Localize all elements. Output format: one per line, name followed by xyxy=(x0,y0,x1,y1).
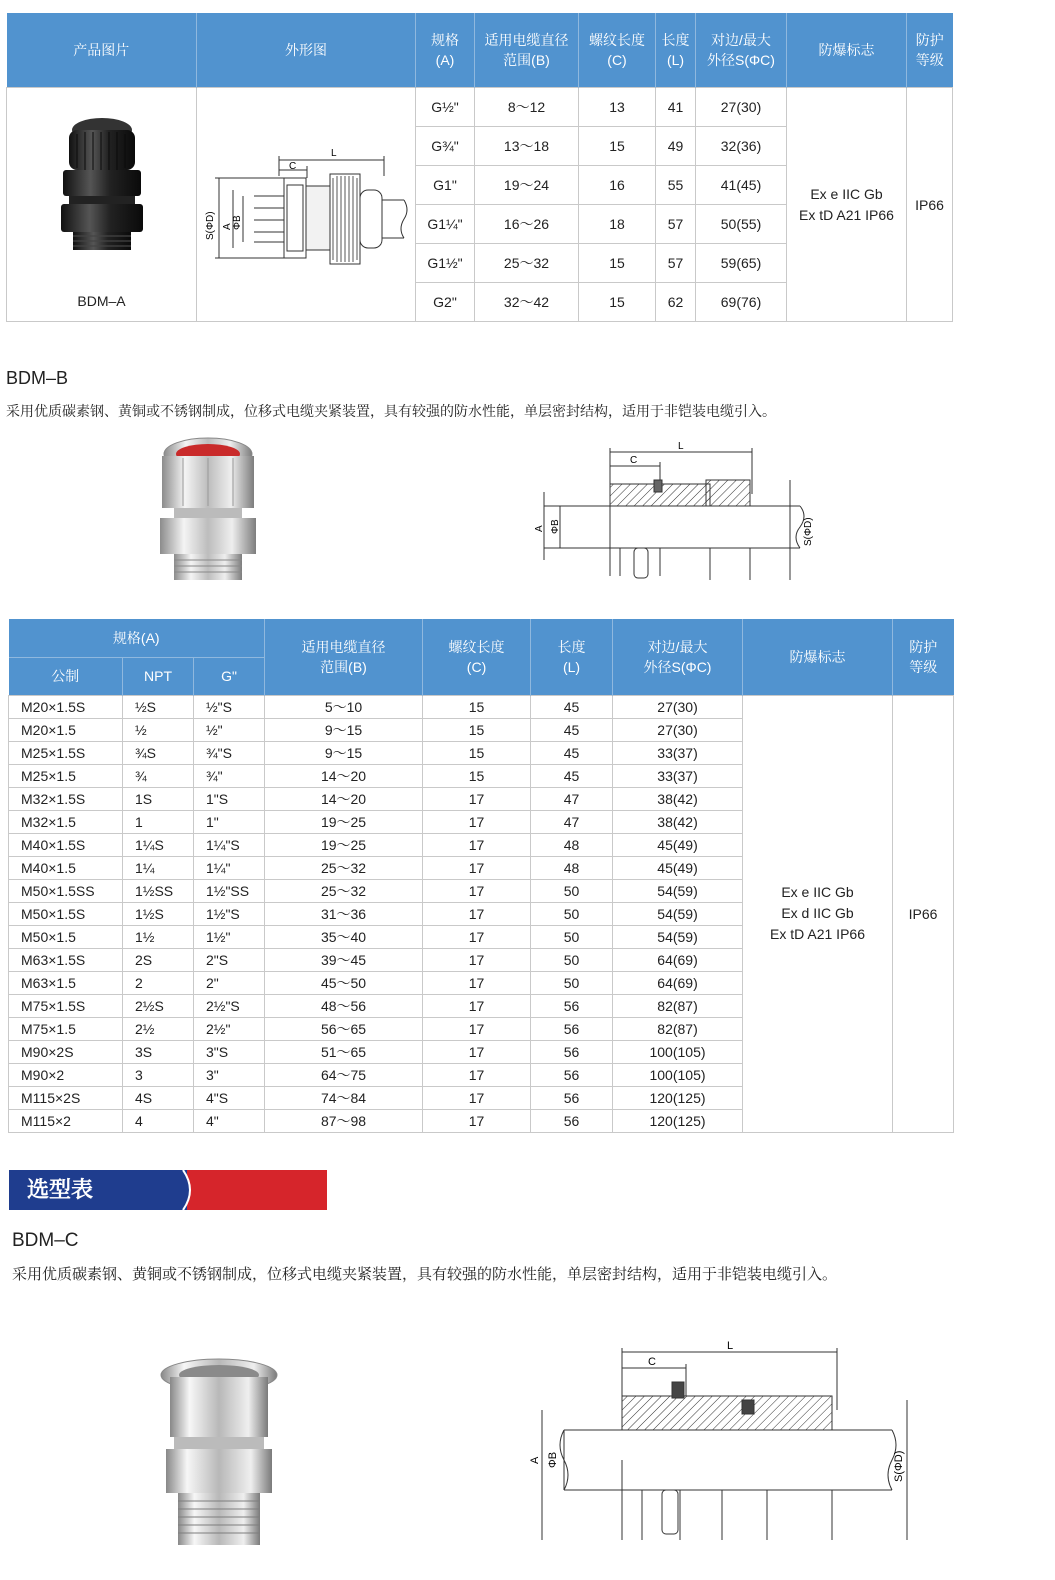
outline-label-l: L xyxy=(330,147,337,159)
header-length: 长度 (L) xyxy=(656,13,696,88)
bdm-a-product-photo xyxy=(47,108,157,268)
header-length: 长度 (L) xyxy=(531,619,613,695)
thread-cell: 17 xyxy=(423,948,531,971)
af-cell: 27(30) xyxy=(613,718,743,741)
npt-cell: 2½S xyxy=(123,994,194,1017)
thread-cell: 17 xyxy=(423,879,531,902)
cable-cell: 39～45 xyxy=(265,948,423,971)
af-cell: 120(125) xyxy=(613,1086,743,1109)
npt-cell: 1½ xyxy=(123,925,194,948)
thread-cell: 15 xyxy=(423,741,531,764)
thread-cell: 17 xyxy=(423,994,531,1017)
npt-cell: 2S xyxy=(123,948,194,971)
length-cell: 56 xyxy=(531,1040,613,1063)
metric-cell: M115×2 xyxy=(9,1109,123,1132)
banner-red-block xyxy=(187,1170,327,1210)
af-cell: 33(37) xyxy=(613,764,743,787)
length-cell: 57 xyxy=(656,244,696,283)
thread-cell: 15 xyxy=(579,283,656,322)
g-cell: ½" xyxy=(194,718,265,741)
cable-cell: 5～10 xyxy=(265,695,423,718)
af-cell: 33(37) xyxy=(613,741,743,764)
cable-cell: 32～42 xyxy=(475,283,579,322)
thread-cell: 17 xyxy=(423,1063,531,1086)
g-cell: 1" xyxy=(194,810,265,833)
spec-cell: G1¼" xyxy=(416,205,475,244)
header-spec: 规格(A) xyxy=(9,619,265,657)
g-cell: ¾" xyxy=(194,764,265,787)
product-photo-cell xyxy=(7,88,197,322)
length-cell: 48 xyxy=(531,856,613,879)
bdm-c-product-photo xyxy=(152,1355,287,1550)
af-cell: 82(87) xyxy=(613,1017,743,1040)
cable-cell: 14～20 xyxy=(265,787,423,810)
outline-label-a: A xyxy=(221,222,233,230)
cable-cell: 9～15 xyxy=(265,718,423,741)
header-photo: 产品图片 xyxy=(7,13,197,88)
bdm-b-label-a: A xyxy=(534,525,545,532)
thread-cell: 16 xyxy=(579,166,656,205)
header-ip: 防护 等级 xyxy=(907,13,953,88)
length-cell: 62 xyxy=(656,283,696,322)
header-metric: 公制 xyxy=(9,657,123,695)
spec-cell: G½" xyxy=(416,88,475,127)
header-thread-length: 螺纹长度 (C) xyxy=(423,619,531,695)
cable-cell: 19～25 xyxy=(265,810,423,833)
selection-title: 选型表 xyxy=(9,1170,187,1210)
thread-cell: 13 xyxy=(579,88,656,127)
thread-cell: 17 xyxy=(423,925,531,948)
length-cell: 45 xyxy=(531,695,613,718)
thread-cell: 17 xyxy=(423,1040,531,1063)
bdm-c-outline-drawing xyxy=(522,1340,922,1550)
af-cell: 45(49) xyxy=(613,856,743,879)
length-cell: 48 xyxy=(531,833,613,856)
length-cell: 45 xyxy=(531,764,613,787)
bdm-b-description: 采用优质碳素钢、黄铜或不锈钢制成，位移式电缆夹紧装置，具有较强的防水性能，单层密封结构，适用于非铠装电缆引入。 xyxy=(6,403,776,419)
bdm-b-label-l: L xyxy=(678,441,684,452)
header-across-flats: 对边/最大 外径S(ΦC) xyxy=(696,13,787,88)
npt-cell: 1¼ xyxy=(123,856,194,879)
bdm-c-label-a: A xyxy=(529,1456,541,1464)
length-cell: 56 xyxy=(531,1017,613,1040)
bdm-a-model-label: BDM–A xyxy=(77,293,126,309)
metric-cell: M63×1.5S xyxy=(9,948,123,971)
g-cell: ¾"S xyxy=(194,741,265,764)
header-g: G" xyxy=(194,657,265,695)
npt-cell: 1 xyxy=(123,810,194,833)
af-cell: 27(30) xyxy=(696,88,787,127)
af-cell: 54(59) xyxy=(613,925,743,948)
header-cable-range: 适用电缆直径 范围(B) xyxy=(475,13,579,88)
g-cell: 1½"S xyxy=(194,902,265,925)
outline-label-b: ΦB xyxy=(231,214,243,230)
cable-cell: 48～56 xyxy=(265,994,423,1017)
cable-cell: 45～50 xyxy=(265,971,423,994)
npt-cell: 2 xyxy=(123,971,194,994)
npt-cell: 1½S xyxy=(123,902,194,925)
cable-cell: 25～32 xyxy=(475,244,579,283)
bdm-c-title: BDM–C xyxy=(12,1230,79,1251)
length-cell: 47 xyxy=(531,787,613,810)
header-ex-mark: 防爆标志 xyxy=(787,13,907,88)
g-cell: 4"S xyxy=(194,1086,265,1109)
cable-cell: 8～12 xyxy=(475,88,579,127)
bdm-a-outline-drawing xyxy=(199,130,414,280)
g-cell: 1¼" xyxy=(194,856,265,879)
g-cell: 1½"SS xyxy=(194,879,265,902)
g-cell: 2½"S xyxy=(194,994,265,1017)
length-cell: 57 xyxy=(656,205,696,244)
cable-cell: 56～65 xyxy=(265,1017,423,1040)
thread-cell: 17 xyxy=(423,856,531,879)
g-cell: ½"S xyxy=(194,695,265,718)
cable-cell: 64～75 xyxy=(265,1063,423,1086)
af-cell: 64(69) xyxy=(613,971,743,994)
af-cell: 100(105) xyxy=(613,1040,743,1063)
spec-cell: G1" xyxy=(416,166,475,205)
cable-cell: 25～32 xyxy=(265,856,423,879)
metric-cell: M50×1.5S xyxy=(9,902,123,925)
spec-cell: G1½" xyxy=(416,244,475,283)
metric-cell: M32×1.5 xyxy=(9,810,123,833)
bdm-b-product-photo xyxy=(148,432,268,584)
thread-cell: 18 xyxy=(579,205,656,244)
bdm-b-label-c: C xyxy=(630,455,638,466)
header-ex-mark: 防爆标志 xyxy=(743,619,893,695)
thread-cell: 17 xyxy=(423,833,531,856)
ex-mark-cell: Ex e IIC Gb Ex tD A21 IP66 xyxy=(787,88,907,322)
thread-cell: 15 xyxy=(423,764,531,787)
cable-cell: 14～20 xyxy=(265,764,423,787)
npt-cell: ½ xyxy=(123,718,194,741)
header-thread-length: 螺纹长度 (C) xyxy=(579,13,656,88)
af-cell: 59(65) xyxy=(696,244,787,283)
length-cell: 56 xyxy=(531,1063,613,1086)
outline-drawing-cell xyxy=(197,88,416,322)
cable-cell: 35～40 xyxy=(265,925,423,948)
g-cell: 4" xyxy=(194,1109,265,1132)
npt-cell: ¾S xyxy=(123,741,194,764)
header-ip: 防护 等级 xyxy=(893,619,954,695)
cable-cell: 25～32 xyxy=(265,879,423,902)
thread-cell: 15 xyxy=(579,244,656,283)
metric-cell: M25×1.5S xyxy=(9,741,123,764)
npt-cell: 1½SS xyxy=(123,879,194,902)
bdm-c-label-b: ΦB xyxy=(547,1451,559,1468)
npt-cell: 1S xyxy=(123,787,194,810)
length-cell: 56 xyxy=(531,1086,613,1109)
outline-label-c: C xyxy=(288,160,296,172)
metric-cell: M63×1.5 xyxy=(9,971,123,994)
selection-banner xyxy=(9,1170,327,1210)
metric-cell: M50×1.5SS xyxy=(9,879,123,902)
thread-cell: 17 xyxy=(423,971,531,994)
thread-cell: 15 xyxy=(579,127,656,166)
cable-cell: 16～26 xyxy=(475,205,579,244)
metric-cell: M90×2 xyxy=(9,1063,123,1086)
npt-cell: 3S xyxy=(123,1040,194,1063)
npt-cell: 3 xyxy=(123,1063,194,1086)
af-cell: 27(30) xyxy=(613,695,743,718)
g-cell: 1"S xyxy=(194,787,265,810)
metric-cell: M90×2S xyxy=(9,1040,123,1063)
cable-cell: 74～84 xyxy=(265,1086,423,1109)
npt-cell: 4S xyxy=(123,1086,194,1109)
thread-cell: 15 xyxy=(423,695,531,718)
bdm-b-table xyxy=(8,619,954,1133)
length-cell: 50 xyxy=(531,971,613,994)
header-npt: NPT xyxy=(123,657,194,695)
thread-cell: 17 xyxy=(423,902,531,925)
thread-cell: 17 xyxy=(423,1017,531,1040)
g-cell: 2"S xyxy=(194,948,265,971)
header-across-flats: 对边/最大 外径S(ΦC) xyxy=(613,619,743,695)
af-cell: 54(59) xyxy=(613,902,743,925)
af-cell: 32(36) xyxy=(696,127,787,166)
bdm-b-title: BDM–B xyxy=(6,368,69,388)
npt-cell: ½S xyxy=(123,695,194,718)
ex-mark-cell: Ex e IIC Gb Ex d IIC Gb Ex tD A21 IP66 xyxy=(743,695,893,1132)
npt-cell: ¾ xyxy=(123,764,194,787)
ip-cell: IP66 xyxy=(907,88,953,322)
cable-cell: 31～36 xyxy=(265,902,423,925)
cable-cell: 87～98 xyxy=(265,1109,423,1132)
metric-cell: M115×2S xyxy=(9,1086,123,1109)
thread-cell: 17 xyxy=(423,1086,531,1109)
metric-cell: M50×1.5 xyxy=(9,925,123,948)
npt-cell: 2½ xyxy=(123,1017,194,1040)
bdm-c-label-l: L xyxy=(727,1340,734,1352)
length-cell: 55 xyxy=(656,166,696,205)
af-cell: 41(45) xyxy=(696,166,787,205)
af-cell: 50(55) xyxy=(696,205,787,244)
af-cell: 54(59) xyxy=(613,879,743,902)
length-cell: 41 xyxy=(656,88,696,127)
bdm-b-label-s: S(ΦD) xyxy=(803,517,814,546)
header-spec: 规格 (A) xyxy=(416,13,475,88)
metric-cell: M75×1.5S xyxy=(9,994,123,1017)
g-cell: 1¼"S xyxy=(194,833,265,856)
g-cell: 2½" xyxy=(194,1017,265,1040)
header-cable-range: 适用电缆直径 范围(B) xyxy=(265,619,423,695)
metric-cell: M25×1.5 xyxy=(9,764,123,787)
bdm-b-label-b: ΦB xyxy=(550,519,561,534)
length-cell: 50 xyxy=(531,948,613,971)
banner-curve xyxy=(175,1170,197,1210)
table-row xyxy=(9,695,954,718)
metric-cell: M20×1.5 xyxy=(9,718,123,741)
thread-cell: 15 xyxy=(423,718,531,741)
cable-cell: 51～65 xyxy=(265,1040,423,1063)
bdm-c-label-s: S(ΦD) xyxy=(893,1450,905,1482)
cable-cell: 19～25 xyxy=(265,833,423,856)
length-cell: 49 xyxy=(656,127,696,166)
thread-cell: 17 xyxy=(423,810,531,833)
header-outline: 外形图 xyxy=(197,13,416,88)
bdm-b-outline-drawing xyxy=(530,440,830,590)
cable-cell: 9～15 xyxy=(265,741,423,764)
bdm-a-table xyxy=(6,13,953,322)
g-cell: 1½" xyxy=(194,925,265,948)
bdm-c-label-c: C xyxy=(648,1356,656,1368)
af-cell: 69(76) xyxy=(696,283,787,322)
g-cell: 3" xyxy=(194,1063,265,1086)
length-cell: 47 xyxy=(531,810,613,833)
metric-cell: M32×1.5S xyxy=(9,787,123,810)
spec-cell: G¾" xyxy=(416,127,475,166)
af-cell: 100(105) xyxy=(613,1063,743,1086)
metric-cell: M40×1.5S xyxy=(9,833,123,856)
metric-cell: M40×1.5 xyxy=(9,856,123,879)
length-cell: 50 xyxy=(531,879,613,902)
metric-cell: M20×1.5S xyxy=(9,695,123,718)
g-cell: 3"S xyxy=(194,1040,265,1063)
g-cell: 2" xyxy=(194,971,265,994)
af-cell: 38(42) xyxy=(613,810,743,833)
length-cell: 50 xyxy=(531,902,613,925)
npt-cell: 4 xyxy=(123,1109,194,1132)
npt-cell: 1¼S xyxy=(123,833,194,856)
ip-cell: IP66 xyxy=(893,695,954,1132)
af-cell: 45(49) xyxy=(613,833,743,856)
length-cell: 56 xyxy=(531,1109,613,1132)
thread-cell: 17 xyxy=(423,787,531,810)
af-cell: 82(87) xyxy=(613,994,743,1017)
cable-cell: 13～18 xyxy=(475,127,579,166)
bdm-c-description: 采用优质碳素钢、黄铜或不锈钢制成，位移式电缆夹紧装置，具有较强的防水性能，单层密封结构，适用于非铠装电缆引入。 xyxy=(12,1266,838,1283)
outline-label-s: S(ΦD) xyxy=(204,210,216,240)
spec-cell: G2" xyxy=(416,283,475,322)
length-cell: 56 xyxy=(531,994,613,1017)
thread-cell: 17 xyxy=(423,1109,531,1132)
af-cell: 120(125) xyxy=(613,1109,743,1132)
cable-cell: 19～24 xyxy=(475,166,579,205)
length-cell: 50 xyxy=(531,925,613,948)
af-cell: 64(69) xyxy=(613,948,743,971)
length-cell: 45 xyxy=(531,741,613,764)
length-cell: 45 xyxy=(531,718,613,741)
af-cell: 38(42) xyxy=(613,787,743,810)
metric-cell: M75×1.5 xyxy=(9,1017,123,1040)
